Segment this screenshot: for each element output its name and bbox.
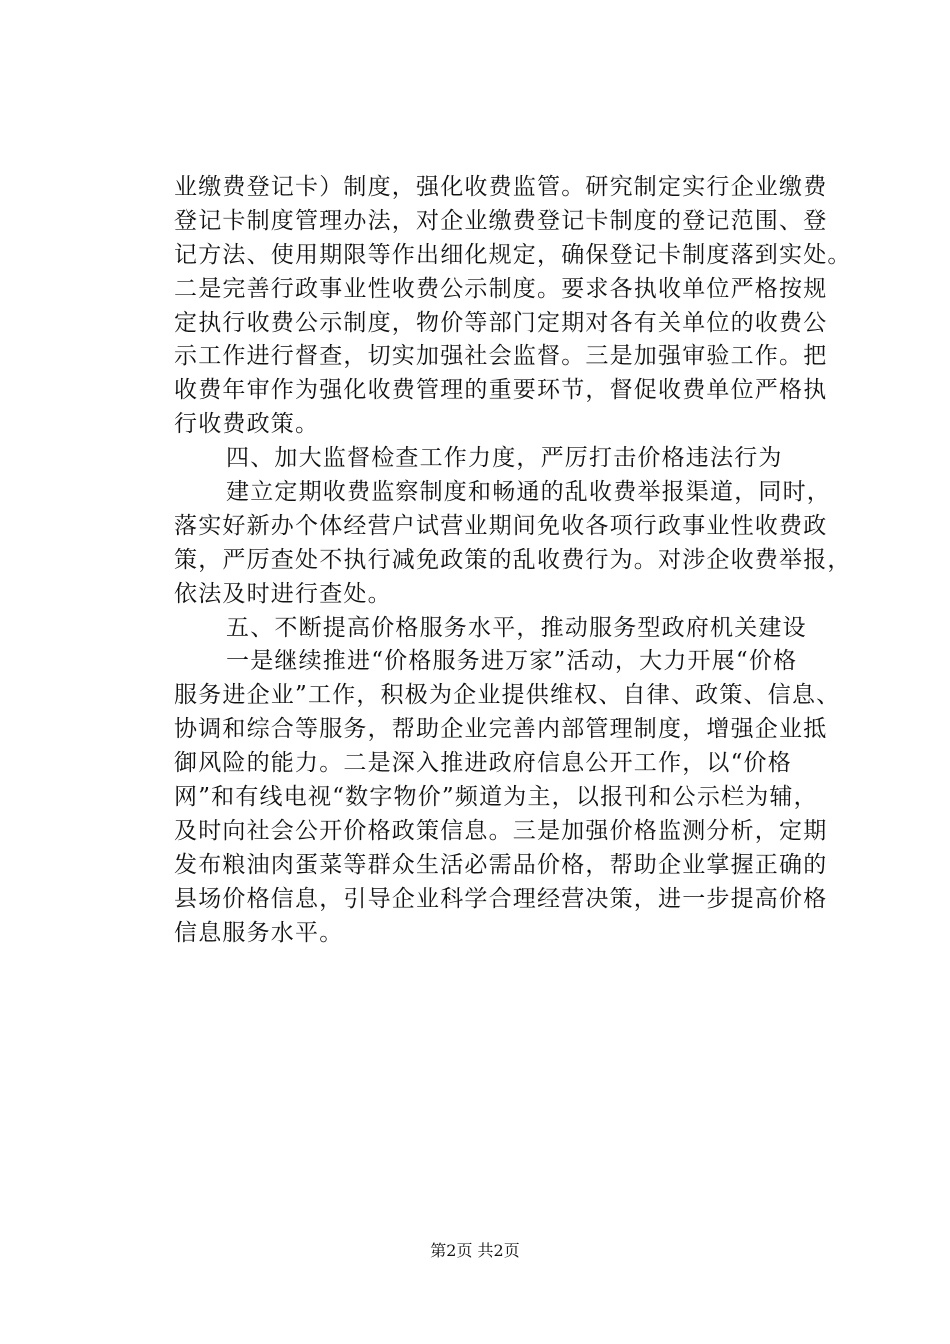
- text-line: 建立定期收费监察制度和畅通的乱收费举报渠道，同时，: [226, 479, 831, 506]
- text-line: 协调和综合等服务，帮助企业完善内部管理制度，增强企业抵: [174, 716, 828, 743]
- text-line: 信息服务水平。: [174, 919, 344, 946]
- text-line: 发布粮油肉蛋菜等群众生活必需品价格，帮助企业掌握正确的: [174, 851, 828, 878]
- section-heading: 四、加大监督检查工作力度，严厉打击价格违法行为: [226, 445, 783, 472]
- text-line: 登记卡制度管理办法，对企业缴费登记卡制度的登记范围、登: [174, 207, 828, 234]
- document-body: [174, 171, 852, 950]
- text-line: 收费年审作为强化收费管理的重要环节，督促收费单位严格执: [174, 377, 828, 404]
- text-line: 二是完善行政事业性收费公示制度。要求各执收单位严格按规: [174, 275, 828, 302]
- page-footer: 第2页 共2页: [430, 1241, 520, 1260]
- text-line: 依法及时进行查处。: [174, 580, 392, 607]
- text-line: 网”和有线电视“数字物价”频道为主，以报刊和公示栏为辅，: [174, 784, 818, 811]
- text-line: 示工作进行督查，切实加强社会监督。三是加强审验工作。把: [174, 343, 828, 370]
- text-line: 落实好新办个体经营户试营业期间免收各项行政事业性收费政: [174, 512, 828, 539]
- section-heading: 五、不断提高价格服务水平，推动服务型政府机关建设: [226, 614, 807, 641]
- text-line: 业缴费登记卡）制度，强化收费监管。研究制定实行企业缴费: [174, 174, 828, 200]
- text-line: 县场价格信息，引导企业科学合理经营决策，进一步提高价格: [174, 885, 828, 912]
- text-line: 御风险的能力。二是深入推进政府信息公开工作，以“价格: [174, 750, 792, 777]
- text-line: 服务进企业”工作，积极为企业提供维权、自律、政策、信息、: [174, 682, 841, 709]
- text-line: 定执行收费公示制度，物价等部门定期对各有关单位的收费公: [174, 309, 828, 336]
- text-line: 行收费政策。: [174, 411, 320, 438]
- text-line: 及时向社会公开价格政策信息。三是加强价格监测分析，定期: [174, 817, 828, 844]
- text-line: 一是继续推进“价格服务进万家”活动，大力开展“价格: [226, 648, 798, 675]
- text-line: 记方法、使用期限等作出细化规定，确保登记卡制度落到实处。: [174, 241, 852, 268]
- text-line: 策，严厉查处不执行减免政策的乱收费行为。对涉企收费举报，: [174, 546, 852, 573]
